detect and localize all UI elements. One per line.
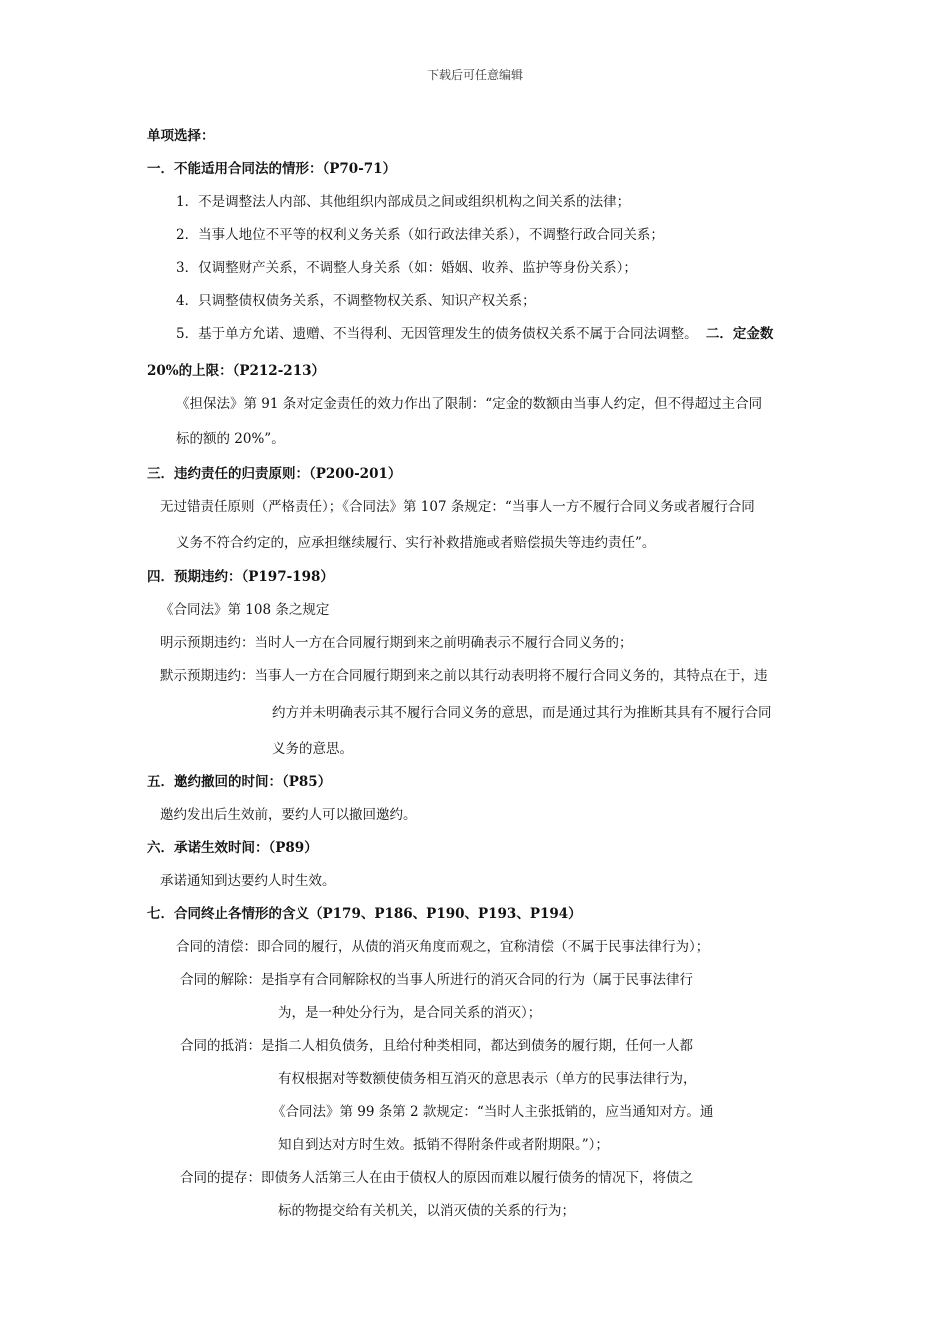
section-7-body: 《合同法》第 99 条第 2 款规定：“当时人主张抵销的，应当通知对方。通 xyxy=(272,1104,714,1120)
section-7-body: 合同的提存：即债务人活第三人在由于债权人的原因而难以履行债务的情况下，将债之 xyxy=(180,1170,693,1186)
section-7-body: 合同的解除：是指享有合同解除权的当事人所进行的消灭合同的行为（属于民事法律行 xyxy=(180,972,693,988)
section-4-body: 约方并未明确表示其不履行合同义务的意思，而是通过其行为推断其具有不履行合同 xyxy=(272,705,772,721)
section-1-item: 4．只调整债权债务关系，不调整物权关系、知识产权关系； xyxy=(176,293,536,309)
section-4-title: 四．预期违约：（P197-198） xyxy=(147,569,334,585)
section-4-body: 默示预期违约：当事人一方在合同履行期到来之前以其行动表明将不履行合同义务的，其特点在于，违 xyxy=(160,668,768,684)
section-7-body: 合同的清偿：即合同的履行，从债的消灭角度而观之，宜称清偿（不属于民事法律行为）； xyxy=(176,939,710,955)
section-7-body: 标的物提交给有关机关，以消灭债的关系的行为； xyxy=(278,1203,575,1219)
section-4-body: 《合同法》第 108 条之规定 xyxy=(160,602,330,618)
section-7-body: 合同的抵消：是指二人相负债务，且给付种类相同，都达到债务的履行期，任何一人都 xyxy=(180,1038,693,1054)
section-3-title: 三．违约责任的归责原则：（P200-201） xyxy=(147,466,402,482)
section-1-title: 一．不能适用合同法的情形：（P70-71） xyxy=(147,161,397,177)
section-1-item xyxy=(176,325,773,343)
section-2-title: 20%的上限：（P212-213） xyxy=(147,363,325,379)
section-6-title: 六．承诺生效时间：（P89） xyxy=(147,840,318,856)
section-1-item: 2．当事人地位不平等的权利义务关系（如行政法律关系），不调整行政合同关系； xyxy=(176,227,664,243)
section-6-body: 承诺通知到达要约人时生效。 xyxy=(160,873,336,889)
section-1-item: 1．不是调整法人内部、其他组织内部成员之间或组织机构之间关系的法律； xyxy=(176,194,631,210)
section-1-item-text: 5．基于单方允诺、遗赠、不当得利、无因管理发生的债务债权关系不属于合同法调整。 xyxy=(176,326,698,342)
section-5-title: 五．邀约撤回的时间：（P85） xyxy=(147,774,332,790)
section-7-title: 七．合同终止各情形的含义（P179、P186、P190、P193、P194） xyxy=(147,906,582,922)
section-3-body: 无过错责任原则（严格责任）；《合同法》第 107 条规定：“当事人一方不履行合同义务或者履行合同 xyxy=(160,499,755,515)
section-2-body: 《担保法》第 91 条对定金责任的效力作出了限制：“定金的数额由当事人约定，但不得超过主合同 xyxy=(176,396,763,412)
section-1-item: 3．仅调整财产关系，不调整人身关系（如：婚姻、收养、监护等身份关系）； xyxy=(176,260,637,276)
section-7-body: 有权根据对等数额使债务相互消灭的意思表示（单方的民事法律行为， xyxy=(278,1071,697,1087)
section-4-body: 明示预期违约：当时人一方在合同履行期到来之前明确表示不履行合同义务的； xyxy=(160,635,633,651)
page-header: 下载后可任意编辑 xyxy=(426,68,523,82)
section-4-body: 义务的意思。 xyxy=(272,741,353,757)
section-7-body: 知自到达对方时生效。抵销不得附条件或者附期限。”）； xyxy=(278,1137,609,1153)
section-5-body: 邀约发出后生效前，要约人可以撤回邀约。 xyxy=(160,807,417,823)
section-2-title-start: 二．定金数 xyxy=(705,326,774,342)
section-2-body: 标的额的 20%”。 xyxy=(176,431,285,447)
section-7-body: 为，是一种处分行为，是合同关系的消灭）； xyxy=(278,1005,542,1021)
intro-heading: 单项选择： xyxy=(147,128,215,144)
section-3-body: 义务不符合约定的，应承担继续履行、实行补救措施或者赔偿损失等违约责任”。 xyxy=(176,535,656,551)
